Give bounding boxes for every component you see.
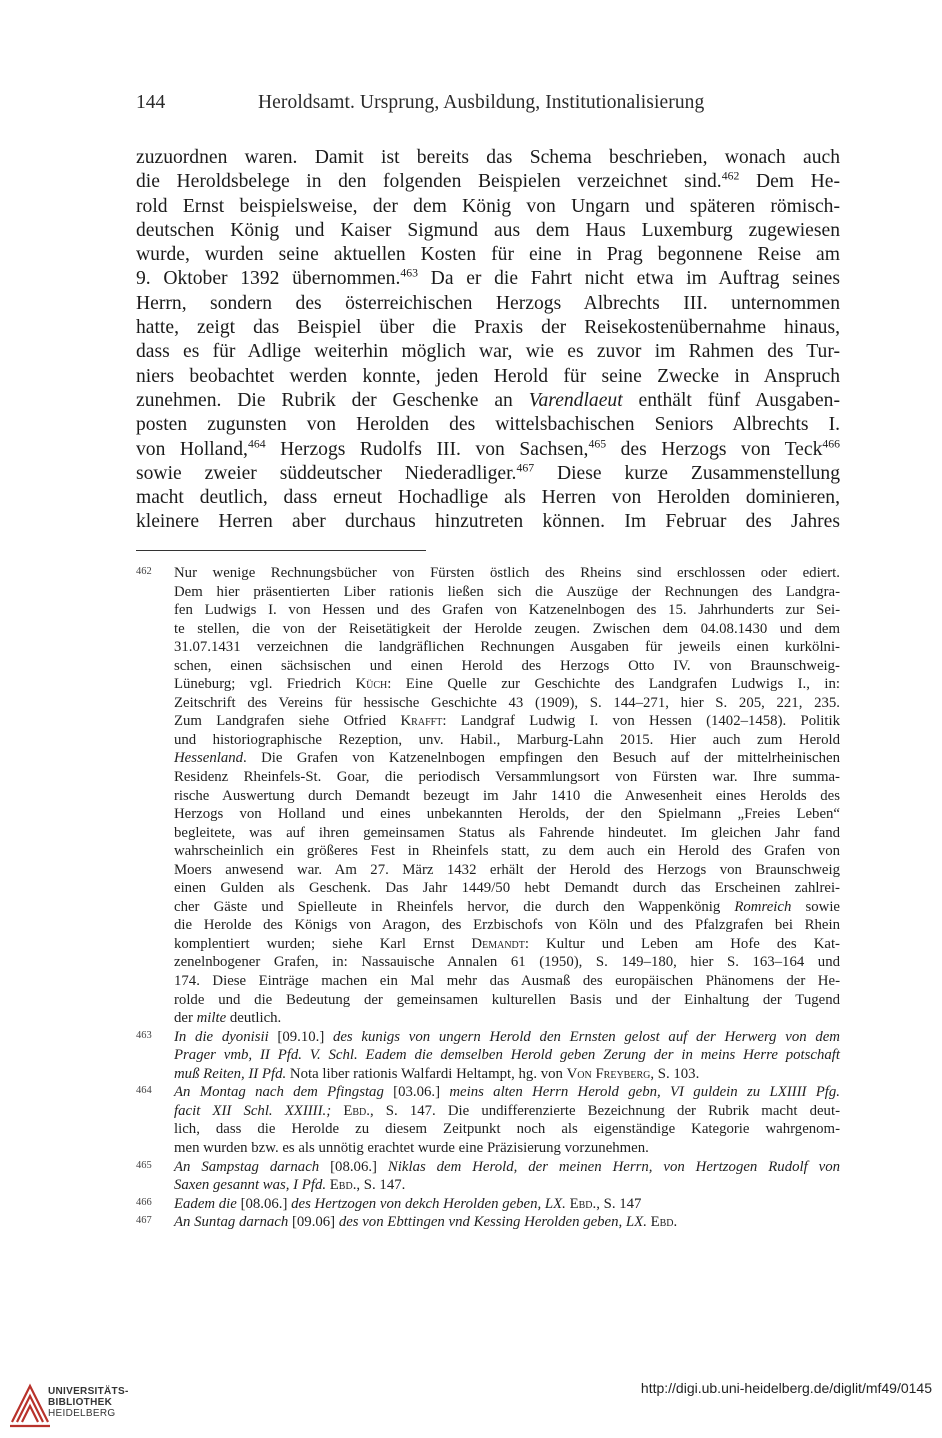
footnote-line: wahrscheinlich ein größeres Fest in Rheinfels statt, zu dem auch ein Herold des Grafen von (174, 843, 840, 860)
author-name: Demandt (471, 935, 525, 952)
footnote-line: rolde und die Bedeutung der gemeinsamen kulturellen Basis und der Einhaltung der Tugend (174, 991, 840, 1008)
text-line: Herrn, sondern des österreichischen Herzogs Albrechts III. unternommen (136, 292, 840, 314)
footnote-number: 464 (136, 1085, 152, 1097)
footnote (136, 1213, 840, 1232)
footnote (136, 564, 840, 1028)
text-line: sowie zweier süddeutscher Niederadliger.$^{467}$ Diese kurze Zusammenstellung (136, 461, 840, 484)
footnote-line: Hessenland. Die Grafen von Katzenelnbogen empfingen den Besuch auf der mittelrheinischen (174, 750, 840, 767)
footnote-line: und historiographische Rezeption, unv. Habil., Marburg-Lahn 2015. Hier auch zum Herold (174, 731, 840, 748)
author-name: Krafft (400, 713, 443, 730)
running-header (136, 92, 840, 120)
footnote-number: 466 (136, 1196, 152, 1208)
author-name: Ebd (329, 1177, 353, 1194)
footnote-line: rische Auswertung durch Demandt bezeugt im Jahr 1410 die Anwesenheit eines Herolds des (174, 787, 840, 804)
footnote-line: men wurden bzw. es als unnötig erachtet wurde eine Präzisierung vorzunehmen. (174, 1139, 649, 1156)
text-line: niers beobachtet werden konnte, jeden Herold für seine Zwecke in Anspruch (136, 365, 840, 387)
footnotes (136, 564, 840, 1232)
italic-text: muß Reiten, II Pfd. (174, 1065, 287, 1082)
footnote-line: der milte deutlich. (174, 1010, 282, 1027)
italic-text: An Suntag darnach (174, 1214, 289, 1231)
italic-text: des Hertzogen von dekch Herolden geben, LX. (291, 1195, 566, 1212)
footnote-line: lich, dass die Herolde zu diesem Zeitpunkt noch als eigenständige Kategorie wahrgenom- (174, 1121, 840, 1138)
text-line: wurde, wurden seine aktuellen Kosten für eine in Prag begonnene Reise am (136, 244, 840, 266)
footnote-line: Dem hier präsentierten Liber rationis ließen sich die Auszüge der Rechnungen des Landgra- (174, 583, 840, 600)
author-name: Von Freyberg (566, 1065, 651, 1082)
italic-text: An Sampstag darnach (174, 1158, 320, 1175)
footnote-line: 174. Diese Einträge machen ein Mal mehr das Ausmaß des europäischen Phänomens der He- (174, 973, 840, 990)
italic-text: Niklas dem Herold, der meinen Herrn, von Hertzogen Rudolf von (387, 1158, 841, 1175)
footnote (136, 1028, 840, 1084)
text-line: die Heroldsbelege in den folgenden Beispielen verzeichnet sind.$^{462}$ Dem He- (136, 169, 840, 193)
footnote-line: Moers anwesend war. Am 27. März 1432 erhält der Herold des Herzogs von Braunschweig (174, 861, 840, 878)
footnote-line: die Herolde des Königs von Aragon, des Erzbischofs von Köln und des Pfalzgrafen bei Rhein (174, 917, 840, 934)
footnote-ref: 467 (516, 461, 535, 475)
text-line: 9. Oktober 1392 übernommen.$^{463}$ Da er die Fahrt nicht etwa im Auftrag seines (136, 266, 840, 290)
footnote-line: Saxen gesannt was, I Pfd. Ebd., S. 147. (174, 1177, 406, 1194)
footnote-line: An Sampstag darnach [08.06.] Niklas dem Herold, der meinen Herrn, von Hertzogen Rudolf von (174, 1158, 841, 1175)
footnote-ref: 466 (822, 436, 840, 450)
author-name: Ebd (650, 1214, 674, 1231)
page-number: 144 (136, 92, 166, 113)
footnote (136, 1083, 840, 1157)
footnote-line: In die dyonisii [09.10.] des kunigs von ungern Herold den Ernsten gelost auf der Herwerg von dem (174, 1028, 840, 1045)
footnote-ref: 465 (588, 436, 607, 450)
text-line: deutschen König und Kaiser Sigmund aus dem Haus Luxemburg zugewiesen (136, 219, 840, 241)
text-line: rold Ernst beispielsweise, der dem König von Ungarn und späteren römisch- (136, 195, 840, 217)
footnote-ref: 463 (400, 266, 419, 280)
footnote-separator (136, 550, 426, 551)
footnote-line: Lüneburg; vgl. Friedrich Küch: Eine Quelle zur Geschichte des Landgrafen Ludwigs I., in: (174, 676, 840, 693)
text-line: posten zugunsten von Herolden des wittelsbachischen Seniors Albrechts I. (136, 414, 840, 436)
italic-text: facit XII Schl. XXIIII.; (174, 1102, 332, 1119)
italic-text: Saxen gesannt was, I Pfd. (174, 1177, 327, 1194)
footnote-line (174, 1046, 840, 1065)
text-line: macht deutlich, dass erneut Hochadlige als Herren von Herolden dominieren, (136, 487, 840, 509)
italic-text: Hessenland (174, 750, 244, 767)
italic-text: meins alten Herrn Herold gebn, VI guldein zu LXIIII Pfg. (449, 1084, 840, 1101)
footnote-ref: 462 (721, 169, 740, 183)
source-url-link[interactable]: http://digi.ub.uni-heidelberg.de/diglit/mf49/0145 (640, 1380, 932, 1396)
footnote-line: Nur wenige Rechnungsbücher von Fürsten östlich des Rheins sind erschlossen oder ediert. (174, 565, 840, 581)
italic-text: In die dyonisii (174, 1028, 269, 1045)
library-name-line: HEIDELBERG (48, 1408, 116, 1419)
footnote-number: 467 (136, 1215, 152, 1227)
footnote-line: 31.07.1431 verzeichnen die landgräflichen Rechnungen Ausgaben für jeweils einen kurkölni- (174, 639, 840, 656)
italic-text: Eadem die (174, 1195, 237, 1212)
footnote-line: komplentiert wurden; siehe Karl Ernst Demandt: Kultur und Leben am Hofe des Kat- (174, 935, 840, 952)
footnote-line: te stellen, die von der Reisetätigkeit der Herolde zeugen. Zwischen dem 04.08.1430 und dem (174, 620, 840, 637)
footnote-line: An Suntag darnach [09.06] des von Ebttingen vnd Kessing Herolden geben, LX. Ebd. (174, 1214, 678, 1231)
footnote-line: cher Gäste und Spielleute in Rheinfels hervor, die durch den Wappenkönig Romreich sowie (174, 898, 840, 915)
library-name-line: BIBLIOTHEK (48, 1397, 113, 1408)
footnote-line: Zeitschrift des Vereins für hessische Geschichte 43 (1909), S. 144–271, hier S. 205, 221, 235. (174, 694, 840, 711)
text-line: von Holland,$^{464}$ Herzogs Rudolfs III. von Sachsen,$^{465}$ des Herzogs von Teck$^{466}$ (136, 436, 840, 460)
italic-text: An Montag nach dem Pfingstag (174, 1084, 384, 1101)
text-line: zuzuordnen waren. Damit ist bereits das Schema beschrieben, wonach auch (136, 147, 840, 168)
footnote-ref: 464 (247, 436, 266, 450)
italic-text: des kunigs von ungern Herold den Ernsten gelost auf der Herwerg von dem (332, 1028, 840, 1045)
footnote-number: 463 (136, 1029, 152, 1041)
footnote-line: muß Reiten, II Pfd. Nota liber rationis Walfardi Heltampt, hg. von Von Freyberg, S. 103. (174, 1065, 700, 1082)
italic-text: Prager vmb, II Pfd. V. Schl. Eadem die demselben Herold geben Zerung der in meins Herre potschaft (174, 1047, 840, 1064)
footnote-line: einen Gulden als Geschenk. Das Jahr 1449/50 hebt Demandt durch das Erscheinen zahlrei- (174, 880, 840, 897)
italic-text: des von Ebttingen vnd Kessing Herolden geben, LX. (338, 1214, 647, 1231)
footnote-line: schen, einen sächsischen und einen Herold des Herzogs Otto IV. von Braunschweig- (174, 657, 840, 674)
author-name: Ebd (569, 1195, 593, 1212)
library-name-line: UNIVERSITÄTS- (48, 1386, 129, 1397)
text-line: zunehmen. Die Rubrik der Geschenke an Varendlaeut enthält fünf Ausgaben- (136, 389, 840, 411)
text-line: kleinere Herren aber durchaus hinzutreten können. Im Februar des Jahres (136, 511, 840, 533)
footnote-line: fen Ludwigs I. von Hessen und des Grafen von Katzenelnbogen des 15. Jahrhunderts zur Sei- (174, 602, 840, 619)
footnote-line: begleitete, was auf ihren gemeinsamen Status als Fahrende hindeutet. Im gleichen Jahr fand (174, 824, 840, 841)
main-text (136, 146, 840, 535)
footnote-line: Eadem die [08.06.] des Hertzogen von dekch Herolden geben, LX. Ebd., S. 147 (174, 1195, 642, 1212)
text-line: hatte, zeigt das Beispiel über die Praxis der Reisekostenübernahme hinaus, (136, 317, 840, 339)
footnote (136, 1195, 840, 1214)
footnote-line: zenelnbogener Grafen, in: Nassauische Annalen 61 (1950), S. 149–180, hier S. 163–164 und (174, 954, 840, 971)
italic-text: Varendlaeut (528, 389, 623, 411)
footnote-line: An Montag nach dem Pfingstag [03.06.] meins alten Herrn Herold gebn, VI guldein zu LXIIII Pfg. (174, 1084, 840, 1101)
footnote-line: facit XII Schl. XXIIII.; Ebd., S. 147. Die undifferenzierte Bezeichnung der Rubrik macht deut- (174, 1102, 840, 1119)
footnote (136, 1158, 840, 1195)
italic-text: Romreich (734, 898, 792, 915)
footnote-number: 465 (136, 1159, 152, 1171)
author-name: Küch (355, 676, 388, 693)
footnote-number: 462 (136, 566, 152, 577)
running-title: Heroldsamt. Ursprung, Ausbildung, Institutionalisierung (258, 92, 705, 113)
footnote-line: Zum Landgrafen siehe Otfried Krafft: Landgraf Ludwig I. von Hessen (1402–1458). Politik (174, 713, 840, 730)
author-name: Ebd (343, 1102, 367, 1119)
footnote-line: Herzogs von Holland und eines unbekannten Herolds, der den Spielmann „Freies Leben“ (174, 806, 840, 823)
footnote-line: Residenz Rheinfels-St. Goar, die periodisch Versammlungsort von Fürsten war. Ihre summa- (174, 769, 840, 786)
library-name (48, 1386, 129, 1419)
italic-text: milte (196, 1010, 227, 1027)
text-line: dass es für Adlige weiterhin möglich war, wie es zuvor im Rahmen des Tur- (136, 341, 840, 363)
